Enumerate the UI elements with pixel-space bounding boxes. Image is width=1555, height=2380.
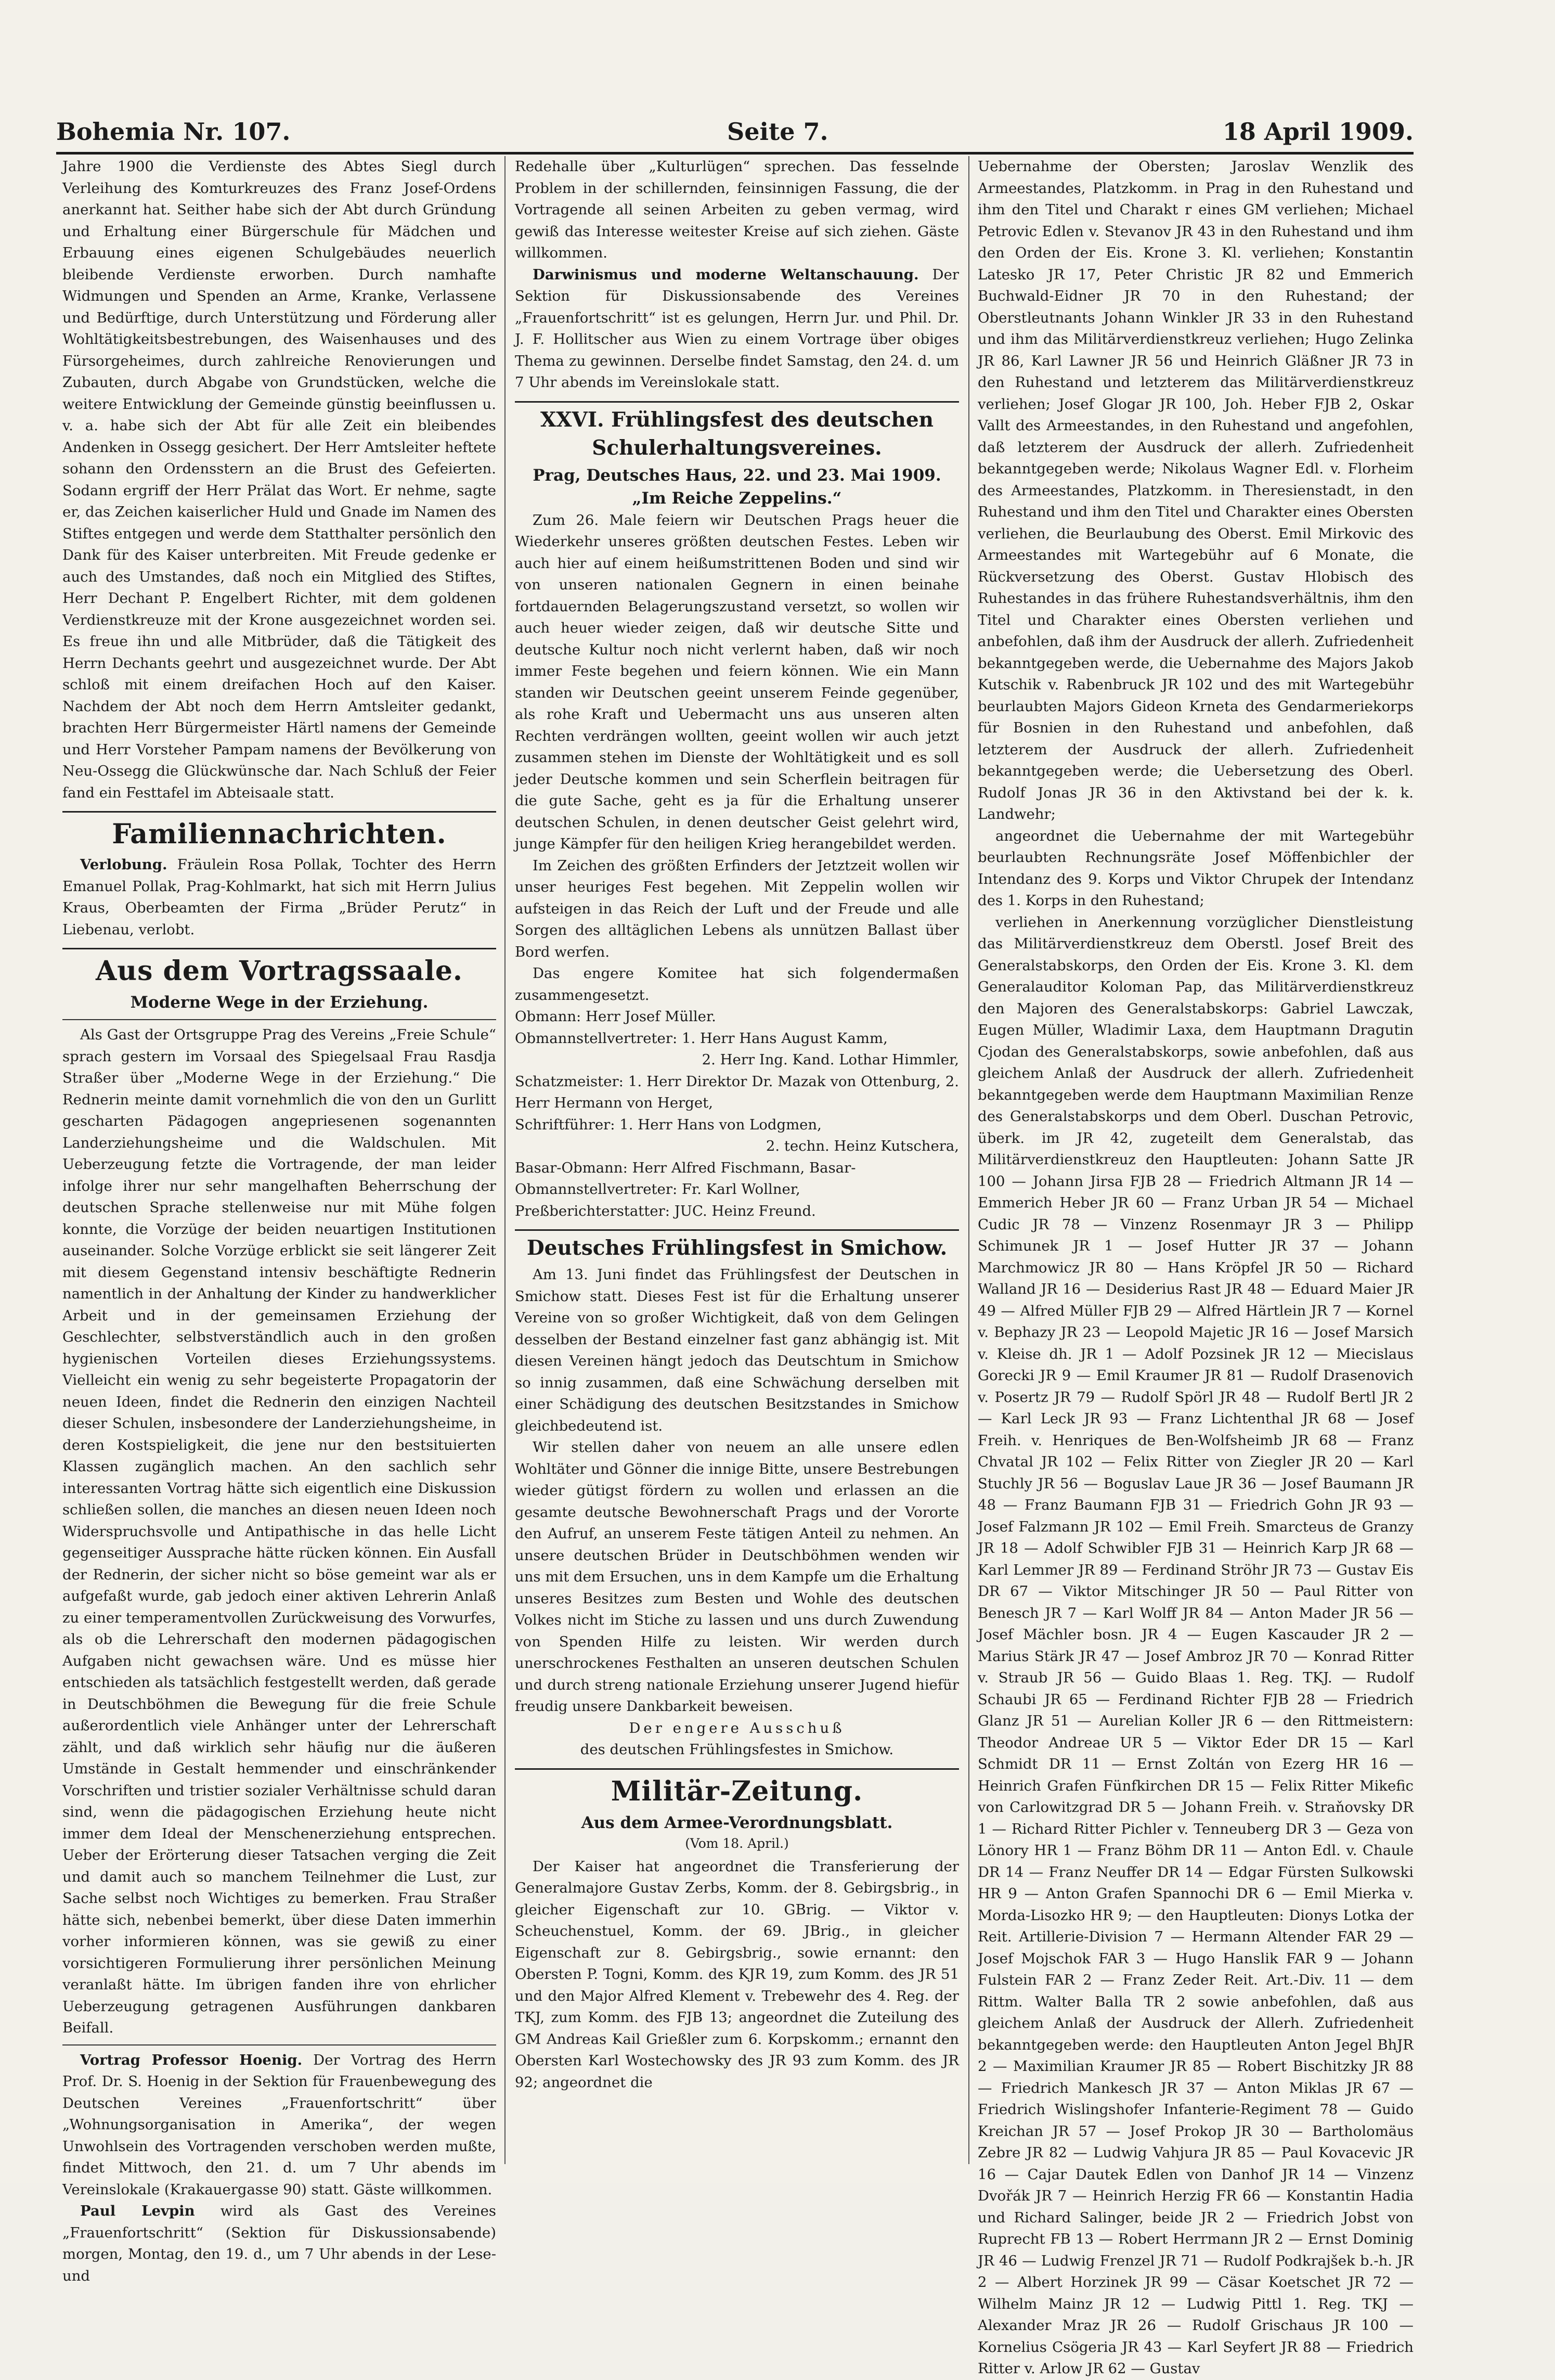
masthead (56, 113, 1414, 150)
committee-entry: 2. Herr Ing. Kand. Lothar Himmler, (702, 1051, 959, 1068)
paper-name: Bohemia Nr. 107. (56, 118, 291, 146)
article-text: Jahre 1900 die Verdienste des Abtes Siegl durch Verleihung des Komturkreuzes des Franz Josef-Ordens anerkannt hat. Seither habe sich der Abt durch Gründung und Erhaltung einer Bürgerschule für Mädchen und Erbauung eines eigenen Schulgebäudes neuerlich bleibende Verdienste erworben. Durch namhafte Widmungen und Spenden an Arme, Kranke, Verlassene und Bedürftige, durch Unterstützung und Förderung aller Wohltätigkeitsbestrebungen, des Waisenhauses und des Fürsorgeheimes, durch zahlreiche Renovierungen und Zubauten, durch Abgabe von Grundstücken, welche die weitere Entwicklung der Gemeinde günstig beeinflussen u. v. a. habe sich der Abt für alle Zeit ein bleibendes Andenken in Ossegg gesichert. Der Herr Amtsleiter heftete sohann den Ordensstern an die Brust des Gefeierten. Sodann ergriff der Herr Prälat das Wort. Er nehme, sagte er, das Zeichen kaiserlicher Huld und Gnade im Namen des Stiftes entgegen und werde dem Statthalter persönlich den Dank für des Kaiser unterbreiten. Mit Freude gedenke er auch des Umstandes, daß noch ein Mitglied des Stiftes, Herr Dechant P. Engelbert Richter, mit dem goldenen Verdienstkreuze mit der Krone ausgezeichnet worden sei. Es freue ihn und alle Mitbrüder, daß die Tätigkeit des Herrn Dechants geehrt und ausgezeichnet wurde. Der Abt schloß mit einem dreifachen Hoch auf den Kaiser. Nachdem der Abt noch dem Herrn Amtsleiter gedankt, brachten Herr Bürgermeister Härtl namens der Gemeinde und Herr Vorsteher Pampam namens der Bevölkerung von Neu-Ossegg die Glückwünsche dar. Nach Schluß der Feier fand ein Festtafel im Abteisaale statt. (62, 158, 496, 801)
article-text: Uebernahme der Obersten; Jaroslav Wenzlik des Armeestandes, Platzkomm. in Prag in den Ruhestand und ihm den Titel und Charakt r eines GM verliehen; Michael Petrovic Edlen v. Stevanov JR 43 in den Ruhestand und ihm den Orden der Eis. Krone 3. Kl. verliehen; Konstantin Latesko JR 17, Peter Christic JR 82 und Emmerich Buchwald-Eidner JR 70 in den Ruhestand; der Oberstleutnants Johann Winkler JR 33 in den Ruhestand und ihm das Militärverdienstkreuz verliehen; Hugo Zelinka JR 86, Karl Lawner JR 56 und Heinrich Gläßner JR 73 in den Ruhestand und letzterem das Militärverdienstkreuz verliehen; Josef Glogar JR 100, Joh. Heber FJB 2, Oskar Vallt des Armeestandes, in den Ruhestand und angefohlen, daß letzterem der Ausdruck der allerh. Zufriedenheit bekanntgegeben werde; Nikolaus Wagner Edl. v. Florheim des Armeestandes, Platzkomm. in Theresienstadt, in den Ruhestand und ihm den Titel und Charakter eines Obersten verliehen, die Beurlaubung des Oberst. Emil Mirkovic des Armeestandes mit Wartegebühr auf 6 Monate, die Rückversetzung des Oberst. Gustav Hlobisch des Ruhestandes in das frühere Ruhestandsverhältnis, ihm den Titel und Charakter eines Obersten verliehen und anbefohlen, daß ihm der Ausdruck der allerh. Zufriedenheit bekanntgegeben werde, die Uebernahme des Majors Jakob Kutschik v. Rabenbruck JR 102 und des mit Wartegebühr beurlaubten Majors Gideon Krneta des Gendarmeriekorps für Bosnien in den Ruhestand und anbefohlen, daß letzterem der Ausdruck der allerh. Zufriedenheit bekanntgegeben werde; die Uebersetzung des Oberl. Rudolf Jonas JR 36 in den Aktivstand bei der k. k. Landwehr; (978, 158, 1414, 822)
section-rule (515, 1768, 959, 1770)
committee-entry: Obmann: Herr Josef Müller. (515, 1008, 716, 1025)
article-text: Vortrag Professor Hoenig. Der Vortrag des Herrn Prof. Dr. S. Hoenig in der Sektion für Frauenbewegung des Deutschen Vereines „Frauenfortschritt“ über „Wohnungsorganisation in Amerika“, der wegen Unwohlsein des Vortragenden verschoben werden mußte, findet Mittwoch, den 21. d. um 7 Uhr abends im Vereinslokale (Krakauergasse 90) statt. Gäste willkommen. (62, 2051, 496, 2198)
column-1 (62, 156, 496, 2284)
lead-word: Darwinismus und moderne Weltanschauung. (533, 266, 919, 283)
article-text: Wir stellen daher von neuem an alle unsere edlen Wohltäter und Gönner die innige Bitte, unsere Bestrebungen wieder gütigst fördern zu wollen und erlassen an die gesamte deutsche Bewohnerschaft Prags und der Vororte den Aufruf, an unserem Feste tätigen Anteil zu nehmen. An unsere deutschen Brüder in Deutschböhmen wenden wir uns mit dem Ersuchen, uns in dem Kampfe um die Erhaltung unseres Besitzes zum Besten und Wohle des deutschen Volkes nicht im Stiche zu lassen und uns durch Zuwendung von Spenden Hilfe zu leisten. Wir werden durch unerschrockenes Festhalten an unseren deutschen Schulen und durch streng nationale Erziehung unserer Jugend hiefür freudig unsere Dankbarkeit beweisen. (515, 1439, 959, 1715)
sub-rule (62, 2044, 496, 2045)
article-text: Im Zeichen des größten Erfinders der Jetztzeit wollen wir unser heuriges Fest begehen. Mit Zeppelin wollen wir aufsteigen in das Reich der Luft und der Freude und alle Sorgen des alltäglichen Lebens als unnützen Ballast über Bord werfen. (515, 857, 959, 960)
masthead-rule (56, 152, 1414, 155)
article-text: Der Kaiser hat angeordnet die Transferierung der Generalmajore Gustav Zerbs, Komm. der 8. Gebirgsbrig., in gleicher Eigenschaft zur 10. GBrig. — Viktor v. Scheuchenstuel, Komm. der 69. JBrig., in gleicher Eigenschaft zur 8. Gebirgsbrig., sowie ernannt: den Obersten P. Togni, Komm. des KJR 19, zum Komm. des JR 51 und den Major Alfred Klement v. Trebewehr des 4. Reg. der TKJ, zum Komm. des FJB 13; angeordnet die Zuteilung des GM Andreas Kail Grießler zum 6. Korpskomm.; ernannt den Obersten Karl Wostechowsky des JR 93 zum Komm. des JR 92; angeordnet die (515, 1858, 959, 2091)
article-text: Verlobung. Fräulein Rosa Pollak, Tochter des Herrn Emanuel Pollak, Prag-Kohlmarkt, hat sich mit Herrn Julius Kraus, Oberbeamten der Firma „Brüder Perutz“ in Liebenau, verlobt. (62, 856, 496, 938)
committee-entry: 2. techn. Heinz Kutschera, (766, 1138, 959, 1154)
section-rule (62, 811, 496, 813)
subheading: Moderne Wege in der Erziehung. (130, 993, 429, 1012)
article-text: Darwinismus und moderne Weltanschauung. Der Sektion für Diskussionsabende des Vereines „Frauenfortschritt“ ist es gelungen, Herrn Jur. und Phil. Dr. J. F. Hollitscher aus Wien zu einem Vortrage über obiges Thema zu gewinnen. Derselbe findet Samstag, den 24. d. um 7 Uhr abends im Vereinslokale statt. (515, 266, 959, 391)
article-text: Am 13. Juni findet das Frühlingsfest der Deutschen in Smichow statt. Dieses Fest ist für die Erhaltung unserer Vereine von so großer Wichtigkeit, daß von dem Gelingen desselben der Bestand einzelner fast ganz abhängig ist. Mit diesen Vereinen hängt jedoch das Deutschtum in Smichow so innig zusammen, daß eine Schwächung derselben mit einer Schädigung des deutschen Besitzstandes in Smichow gleichbedeutend ist. (515, 1266, 959, 1434)
section-heading-lecture: Aus dem Vortragssaale. (95, 955, 463, 987)
committee-entry: Schatzmeister: 1. Herr Direktor Dr. Mazak von Ottenburg, 2. Herr Hermann von Herget, (515, 1073, 959, 1111)
page-number: Seite 7. (727, 118, 828, 146)
article-text: Redehalle über „Kulturlügen“ sprechen. Das fesselnde Problem in der schillernden, feinsinnigen Fassung, die der Vortragende all seinen Arbeiten zu geben vermag, wird gewiß das Interesse weitester Kreise auf sich ziehen. Gäste willkommen. (515, 158, 959, 261)
sub-rule (62, 1019, 496, 1020)
lead-word: Vortrag Professor Hoenig. (80, 2051, 303, 2068)
section-heading-family: Familiennachrichten. (112, 818, 447, 850)
article-text: Das engere Komitee hat sich folgendermaßen zusammengesetzt. (515, 965, 959, 1004)
column-3 (978, 156, 1414, 2377)
article-text: Paul Levpin wird als Gast des Vereines „Frauenfortschritt“ (Sektion für Diskussionsabende) morgen, Montag, den 19. d., um 7 Uhr abends in der Lese- und (62, 2203, 496, 2284)
committee-entry: Preßberichterstatter: JUC. Heinz Freund. (515, 1202, 816, 1219)
section-rule (515, 401, 959, 403)
committee-entry: Obmannstellvertreter: 1. Herr Hans August Kamm, (515, 1030, 888, 1047)
issue-date: 18 April 1909. (1222, 118, 1414, 146)
section-rule (62, 948, 496, 949)
section-heading-military: Militär-Zeitung. (611, 1775, 863, 1807)
section-heading-smichow: Deutsches Frühlingsfest in Smichow. (526, 1236, 948, 1260)
subheading: „Im Reiche Zeppelins.“ (632, 488, 842, 508)
section-rule (515, 1229, 959, 1231)
subheading: Prag, Deutsches Haus, 22. und 23. Mai 1909. (533, 466, 941, 485)
column-2 (515, 156, 959, 2164)
lead-word: Verlobung. (80, 856, 167, 873)
column-divider (504, 156, 506, 2164)
article-text: Als Gast der Ortsgruppe Prag des Vereins „Freie Schule“ sprach gestern im Vorsaal des Spiegelsaal Frau Rasdja Straßer über „Moderne Wege in der Erziehung.“ Die Rednerin meinte damit vornehmlich die von den un Gurlitt gescharten Pädagogen angepriesenen sogenannten Landerziehungsheime und die Waldschulen. Mit Ueberzeugung fetzte die Vortragende, der man leider infolge ihrer nur sehr mangelhaften Beherrschung der deutschen Sprache stellenweise nur mit Mühe folgen konnte, die Vorzüge der beiden neuartigen Institutionen auseinander. Solche Vorzüge erblickt sie seit längerer Zeit mit diesem Gegenstand intensiv beschäftigte Rednerin namentlich in der Anhaltung der Kinder zu handwerklicher Arbeit und in der gemeinsamen Erziehung der Geschlechter, selbstverständlich auch in den großen hygienischen Vorteilen dieses Erziehungssystems. Vielleicht ein wenig zu sehr begeisterte Propagatorin der neuen Ideen, findet die Rednerin den einzigen Nachteil dieser Schulen, insbesondere der Landerziehungsheime, in deren Kostspieligkeit, die jene nur den bestsituierten Klassen zugänglich machen. An den sachlich sehr interessanten Vortrag hätte sich eigentlich eine Diskussion schließen sollen, die manches an diesen neuen Ideen noch Widerspruchsvolle und Antipathische in das helle Licht gegenseitiger Aussprache hätte rücken können. Ein Ausfall der Rednerin, der sicher nicht so böse gemeint war als er aufgefaßt wurde, gab jedoch einer aktiven Lehrerin Anlaß zu einer temperamentvollen Zurückweisung des Vorwurfes, als ob die Lehrerschaft den modernen pädagogischen Aufgaben nicht gewachsen wäre. Und es müsse hier entschieden als tatsächlich festgestellt werden, daß gerade in Deutschböhmen die Bewegung für die freie Schule außerordentlich viele Anhänger unter der Lehrerschaft zählt, und daß wirklich sehr häufig nur die äußeren Umstände in Gestalt hemmender und einschränkender Vorschriften und tristier sozialer Verhältnisse schuld daran sind, wenn die pädagogischen Erziehung heute nicht immer dem Ideal der Menschenerziehung entsprechen. Ueber der Erörterung dieser Tatsachen verging die Zeit und damit auch so manchem Teilnehmer die Lust, zur Sache selbst noch Wichtiges zu bemerken. Frau Straßer hätte sich, nebenbei bemerkt, über diese Daten immerhin vorher informieren können, was sie gewiß zu einer vorsichtigeren Formulierung ihrer persönlichen Meinung veranlaßt hätte. Im übrigen fanden ihre von ehrlicher Ueberzeugung getragenen Ausführungen dankbaren Beifall. (62, 1026, 496, 2036)
subheading-date: (Vom 18. April.) (685, 1835, 789, 1851)
section-heading-fest: XXVI. Frühlingsfest des deutschen Schulerhaltungsvereines. (540, 407, 934, 460)
signature: Der engere Ausschuß (629, 1719, 845, 1736)
subheading: Aus dem Armee-Verordnungsblatt. (581, 1813, 893, 1832)
committee-entry: Schriftführer: 1. Herr Hans von Lodgmen, (515, 1116, 822, 1133)
column-divider (968, 156, 969, 2164)
article-text: verliehen in Anerkennung vorzüglicher Dienstleistung das Militärverdienstkreuz dem Oberstl. Josef Breit des Generalstabskorps, den Orden der Eis. Krone 3. Kl. dem Generalauditor Koloman Pap, das Militärverdienstkreuz den Majoren des Generalstabskorps: Gabriel Lawczak, Eugen Müller, Wladimir Laxa, dem Hauptmann Dragutin Cjodan des Generalstabskorps, sowie anbefohlen, daß aus gleichem Anlaß der Ausdruck der allerh. Zufriedenheit bekanntgegeben werde dem Hauptmann Maximilian Renze des Generalstabskorps und dem Oberl. Duschan Petrovic, überk. im JR 42, zugeteilt dem Generalstab, das Militärverdienstkreuz den Hauptleuten: Johann Satte JR 100 — Johann Jirsa FJB 28 — Friedrich Altmann JR 14 — Emmerich Heber JR 60 — Franz Urban JR 54 — Michael Cudic JR 78 — Vinzenz Rosenmayr JR 3 — Philipp Schimunek JR 1 — Josef Hutter JR 37 — Johann Marchmowicz JR 80 — Hans Kröpfel JR 50 — Richard Walland JR 16 — Desiderius Rast JR 48 — Eduard Maier JR 49 — Alfred Müller FJB 29 — Alfred Härtlein JR 7 — Kornel v. Bephazy JR 23 — Leopold Majetic JR 16 — Josef Marsich v. Kleise dh. JR 1 — Adolf Pozsinek JR 12 — Miecislaus Gorecki JR 9 — Emil Kraumer JR 81 — Rudolf Drasenovich v. Posertz JR 79 — Rudolf Spörl JR 48 — Rudolf Bertl JR 2 — Karl Leck JR 93 — Franz Lichtenthal JR 68 — Josef Freih. v. Henriques de Ben-Wolfsheimb JR 68 — Franz Chvatal JR 102 — Felix Ritter von Ziegler JR 20 — Karl Stuchly JR 56 — Boguslav Laue JR 36 — Josef Baumann JR 48 — Franz Baumann FJB 31 — Friedrich Gohn JR 93 — Josef Falzmann JR 102 — Emil Freih. Smarcteus de Granzy JR 18 — Adolf Schwibler FJB 31 — Heinrich Karp JR 68 — Karl Lemmer JR 89 — Ferdinand Ströhr JR 73 — Gustav Eis DR 67 — Viktor Mitschinger JR 50 — Paul Ritter von Benesch JR 7 — Karl Wolff JR 84 — Anton Mader JR 56 — Josef Mächler bosn. JR 4 — Eugen Kascauder JR 2 — Marius Stärk JR 47 — Josef Ambroz JR 70 — Konrad Ritter v. Straub JR 56 — Guido Blaas 1. Reg. TKJ. — Rudolf Schaubi JR 65 — Ferdinand Richter FJB 28 — Friedrich Glanz JR 51 — Aurelian Koller JR 6 — den Rittmeistern: Theodor Andreae UR 5 — Viktor Eder DR 15 — Karl Schmidt DR 11 — Ernst Zoltán von Ezerg HR 16 — Heinrich Grafen Fünfkirchen DR 15 — Felix Ritter Mikefic von Carlowitzgrad DR 5 — Johann Freih. v. Straňovsky DR 1 — Richard Ritter Pichler v. Tenneuberg DR 3 — Geza von Lönory HR 1 — Franz Böhm DR 11 — Anton Edl. v. Chaule DR 14 — Franz Neuffer DR 14 — Edgar Fürsten Sulkowski HR 9 — Anton Grafen Spannochi DR 6 — Emil Mierka v. Morda-Lisozko HR 9; — den Hauptleuten: Dionys Lotka der Reit. Artillerie-Division 7 — Hermann Altender FAR 29 — Josef Mojschok FAR 3 — Hugo Hanslik FAR 9 — Johann Fulstein FAR 2 — Franz Zeder Reit. Art.-Div. 11 — dem Rittm. Walter Balla TR 2 sowie anbefohlen, daß aus gleichem Anlaß der Ausdruck der Allerh. Zufriedenheit bekanntgegeben werde: den Hauptleuten Anton Jegel BhJR 2 — Maximilian Kraumer JR 85 — Robert Bischitzky JR 88 — Friedrich Mankesch JR 37 — Anton Miklas JR 67 — Friedrich Wislingshofer Infanterie-Regiment 78 — Guido Kreichan JR 57 — Josef Prokop JR 30 — Bartholomäus Zebre JR 82 — Ludwig Vahjura JR 85 — Paul Kovacevic JR 16 — Cajar Dautek Edlen von Danhof JR 14 — Vinzenz Dvořák JR 7 — Heinrich Herzig FR 66 — Konstantin Hadia und Richard Salinger, beide JR 2 — Friedrich Jobst von Ruprecht FB 13 — Robert Herrmann JR 2 — Ernst Dominig JR 46 — Ludwig Frenzel JR 71 — Rudolf Podkrajšek b.-h. JR 2 — Albert Horzinek JR 99 — Cäsar Koetschet JR 72 — Wilhelm Mainz JR 12 — Ludwig Pittl 1. Reg. TKJ — Alexander Mraz JR 26 — Rudolf Grischaus JR 100 — Kornelius Csögeria JR 43 — Karl Seyfert JR 88 — Friedrich Ritter v. Arlow JR 62 — Gustav (978, 914, 1414, 2377)
signature: des deutschen Frühlingsfestes in Smichow. (580, 1741, 894, 1758)
article-text: Zum 26. Male feiern wir Deutschen Prags heuer die Wiederkehr unseres größten deutschen Festes. Leben wir auch hier auf einem heißumstrittenen Boden und sind wir von unseren nationalen Gegnern in einen beinahe fortdauernden Belagerungszustand versetzt, so wollen wir auch heuer wieder zeigen, daß wir deutsche Sitte und deutsche Kultur noch nicht verlernt haben, daß wir noch immer Feste begehen und feiern können. Wie ein Mann standen wir Deutschen geeint unserem Feinde gegenüber, als rohe Kraft und Uebermacht uns aus unseren alten Rechten verdrängen wollten, geeint wollen wir auch jetzt zusammen stehen im Dienste der Wohltätigkeit und es soll jeder Deutsche kommen und sein Scherflein beitragen für die gute Sache, geht es ja für die Erhaltung unserer deutschen Schulen, in denen deutscher Geist gelehrt wird, junge Kämpfer für den heiligen Krieg herangebildet werden. (515, 511, 959, 852)
committee-entry: Basar-Obmann: Herr Alfred Fischmann, Basar- (515, 1159, 856, 1176)
article-text: angeordnet die Uebernahme der mit Wartegebühr beurlaubten Rechnungsräte Josef Möffenbichler der Intendanz des 9. Korps und Viktor Chrupek der Intendanz des 1. Korps in den Ruhestand; (978, 827, 1414, 909)
committee-list (515, 1006, 959, 1222)
lead-word: Paul Levpin (80, 2203, 195, 2219)
committee-entry: Obmannstellvertreter: Fr. Karl Wollner, (515, 1181, 800, 1198)
